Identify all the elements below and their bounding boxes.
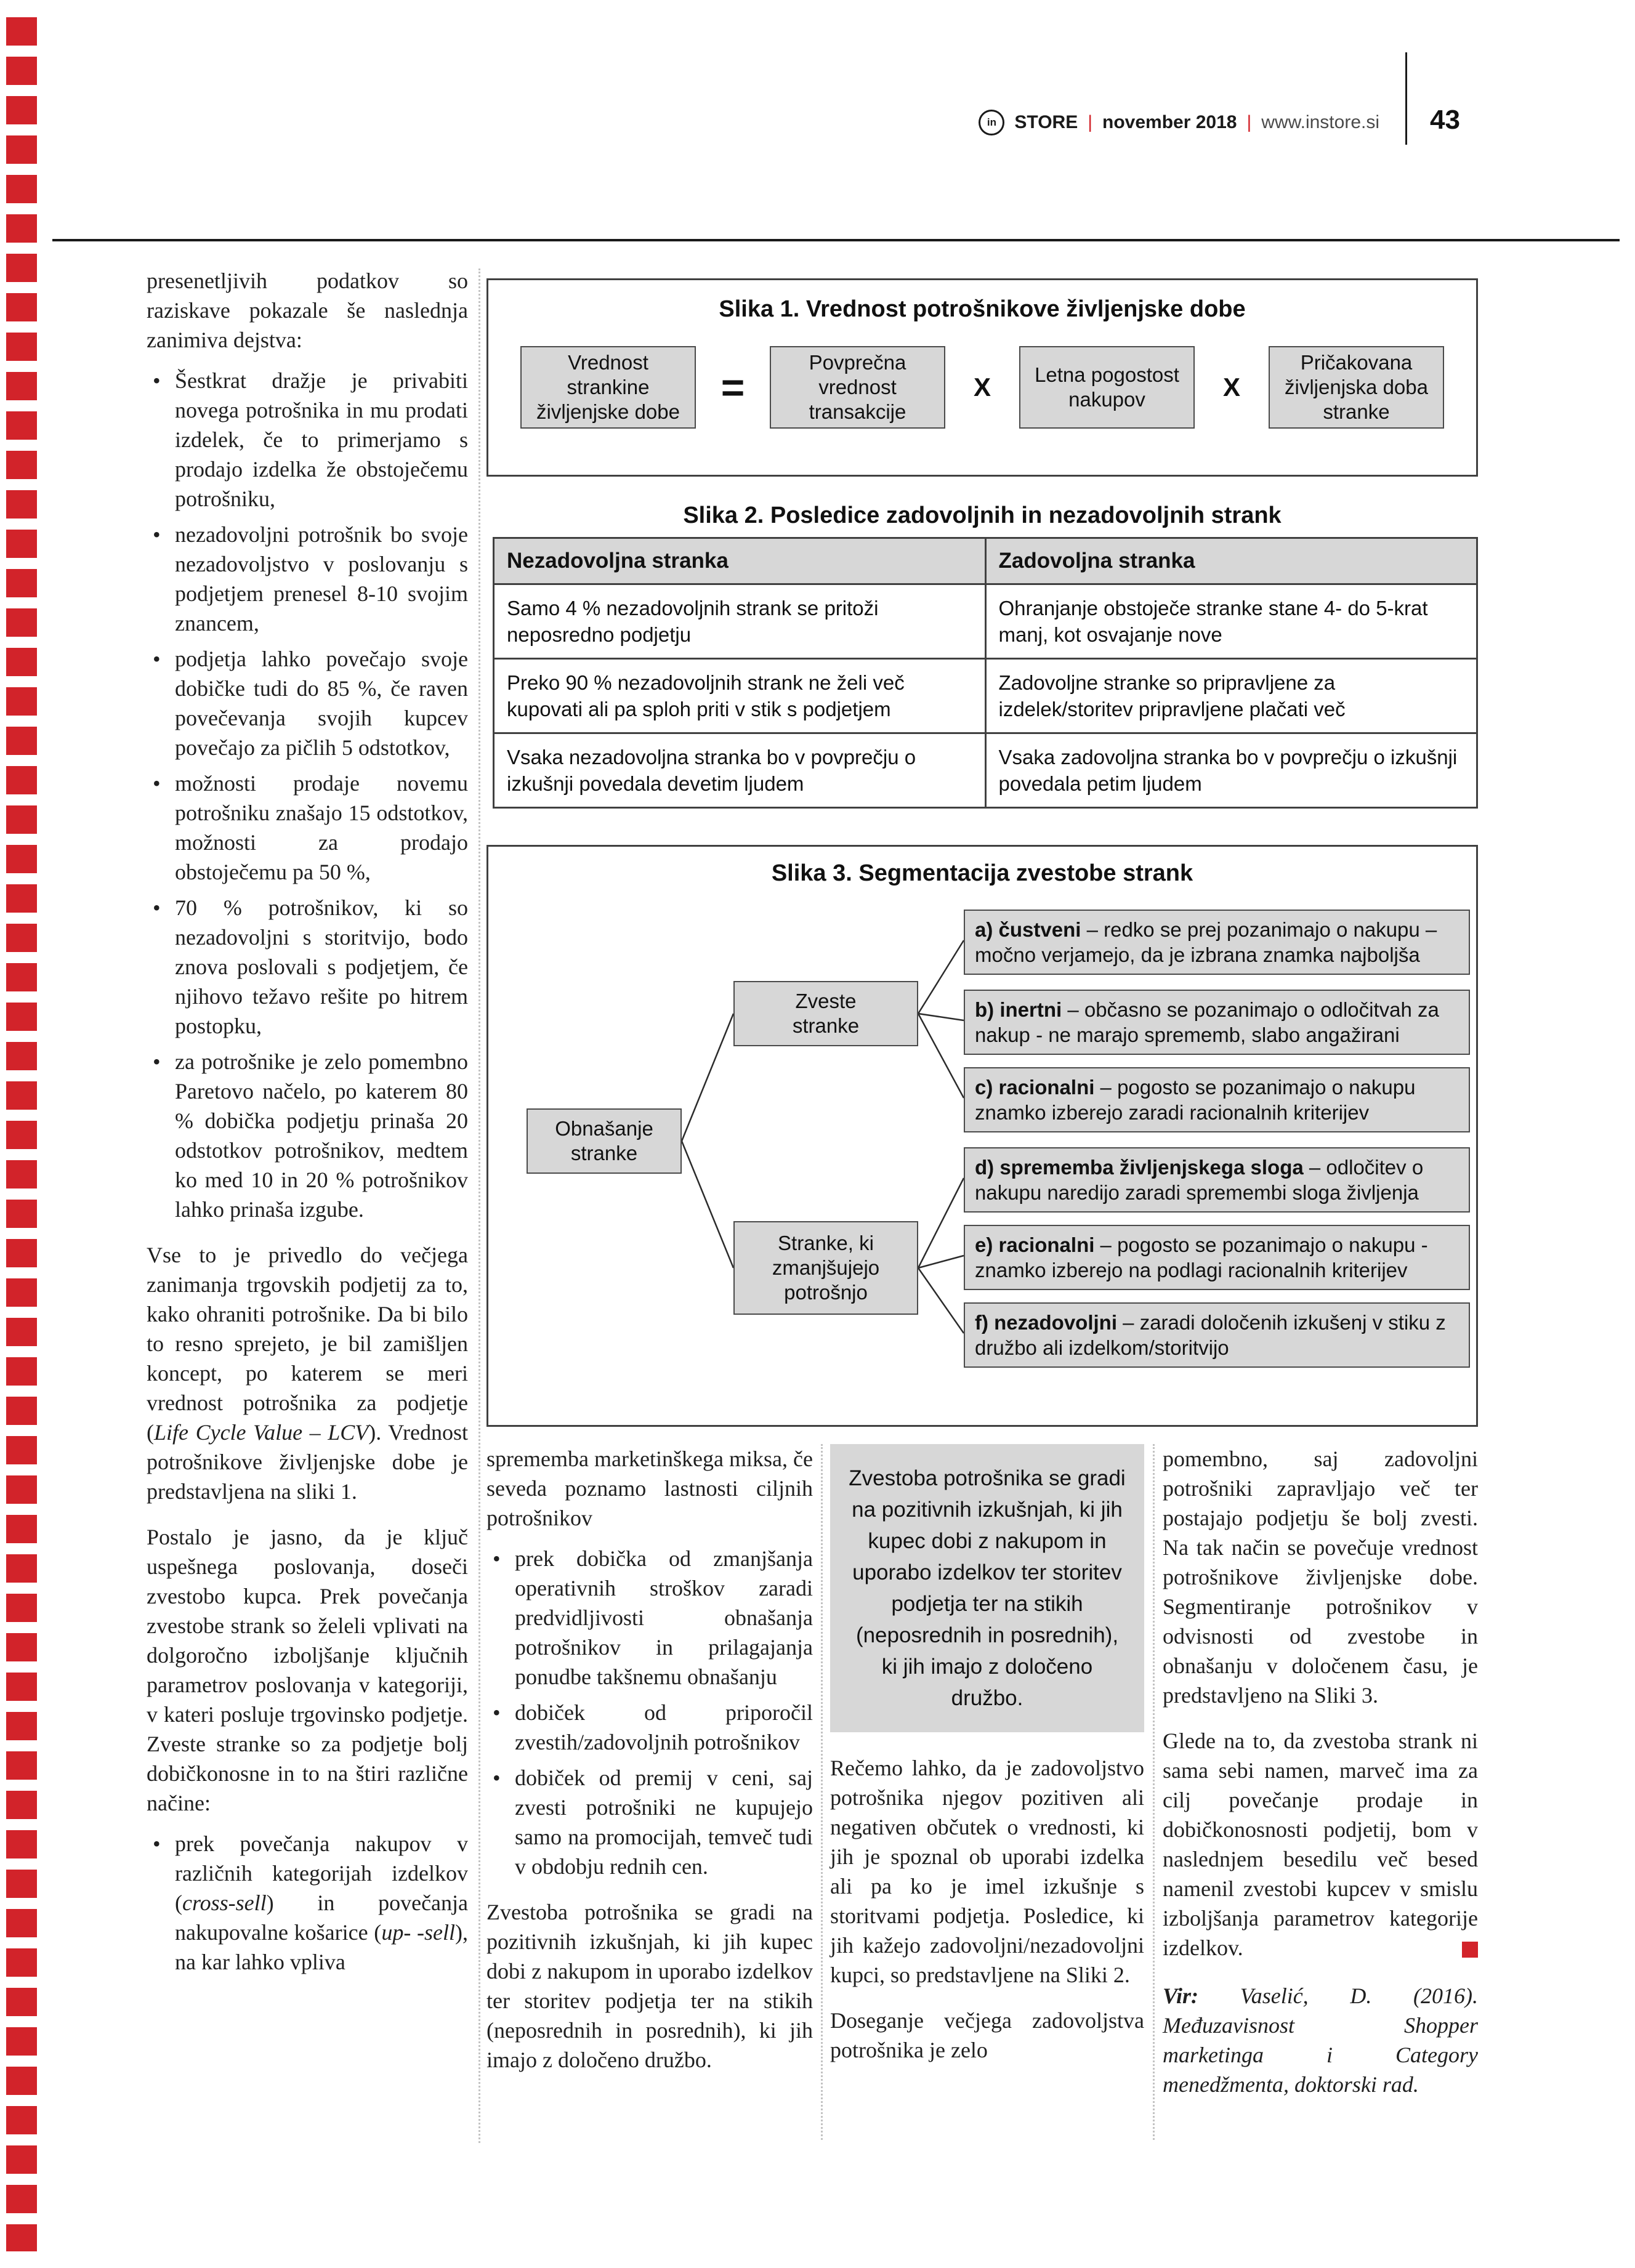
satisfaction-paragraph: Rečemo lahko, da je zadovoljstvo potrošnika njegov pozitiven ali negativen občutek o vrednosti, ki jih je spoznal ob uporabi izdelka ali pa ko je imel izkušnje s storitvami podjetja. Posledice, ki jih kažejo zadovoljni/nezadovoljni kupci, so predstavljene na Sliki 2. — [830, 1756, 1144, 1987]
table-header-unsatisfied: Nezadovoljna stranka — [494, 538, 986, 584]
segment-box-unsatisfied — [964, 1302, 1470, 1368]
decreasing-customers-box: Stranke, ki zmanjšujejo potrošnjo — [733, 1221, 918, 1315]
column-separator — [1153, 1444, 1155, 2140]
bullet-item: • možnosti prodaje novemu potrošniku znašajo 15 odstotkov, možnosti za prodajo obstoječemu pa 50 %, — [147, 769, 468, 887]
segment-label: b) inertni — [975, 998, 1062, 1021]
multiply-operator: X — [973, 373, 991, 402]
table-cell: Ohranjanje obstoječe stranke stane 4- do 5-krat manj, kot osvajanje nove — [985, 584, 1477, 659]
header-separator: | — [1246, 112, 1252, 132]
source-label: Vir: — [1163, 1983, 1199, 2008]
cross-sell-term: cross-sell — [182, 1891, 267, 1915]
article-end-mark-icon — [1462, 1942, 1478, 1958]
segment-label: f) nezadovoljni — [975, 1311, 1117, 1334]
segment-box-emotional — [964, 910, 1470, 975]
segment-text: – odločitev o nakupu naredijo zaradi spremembi sloga življenja — [975, 1156, 1424, 1204]
paragraph-text: prek povečanja nakupov v različnih kategorijah izdelkov ( — [175, 1831, 468, 1915]
figure-3-title: Slika 3. Segmentacija zvestobe strank — [771, 860, 1193, 886]
loyal-customers-box: Zveste stranke — [733, 981, 918, 1046]
paragraph-text: ). Vrednost potrošnikove življenjske dobe je predstavljena na sliki 1. — [147, 1420, 468, 1504]
paragraph-text: ), na kar lahko vpliva — [175, 1920, 468, 1974]
lcv-paragraph — [147, 1240, 468, 1506]
source-citation — [1163, 1981, 1478, 2099]
top-rule — [52, 239, 1620, 241]
bullet-item — [147, 1829, 468, 1977]
table-header-satisfied: Zadovoljna stranka — [985, 538, 1477, 584]
bottom-column-a — [486, 1444, 813, 2086]
bullet-item: • dobiček od priporočil zvestih/zadovoljnih potrošnikov — [486, 1698, 813, 1757]
facts-bullet-list — [147, 366, 468, 1224]
segment-label: a) čustveni — [975, 918, 1081, 941]
segment-label: c) racionalni — [975, 1076, 1095, 1099]
bullet-item: • za potrošnike je zelo pomembno Paretovo načelo, po katerem 80 % dobička podjetju prinaša 20 odstotkov potrošnikov, medtem ko med 10 in 20 % potrošnikov lahko prinaša izgube. — [147, 1047, 468, 1224]
formula-box-annual-purchase-frequency: Letna pogostost nakupov — [1019, 346, 1195, 429]
table-row — [494, 733, 1477, 808]
page-number: 43 — [1430, 105, 1460, 135]
figure-3 — [486, 845, 1478, 1427]
segment-text: – redko se prej pozanimajo o nakupu – močno verjamejo, da je izbrana znamka najboljša — [975, 918, 1437, 966]
segment-label: e) racionalni — [975, 1233, 1095, 1256]
segment-text: – pogosto se pozanimajo o nakupu znamko izberejo zaradi racionalnih kriterijev — [975, 1076, 1416, 1124]
formula-box-expected-lifetime: Pričakovana življenjska doba stranke — [1269, 346, 1444, 429]
bullet-item: • prek dobička od zmanjšanja operativnih stroškov zaradi predvidljivosti obnašanja potrošnikov in prilagajanja ponudbe takšnemu obnašanju — [486, 1544, 813, 1692]
left-column — [147, 266, 468, 1983]
up-sell-term: up- -sell — [381, 1920, 455, 1945]
bullet-item: • 70 % potrošnikov, ki so nezadovoljni s storitvijo, bodo znova poslovali s podjetjem, če njihovo težavo rešite po hitrem postopku, — [147, 893, 468, 1041]
table-header-row — [494, 538, 1477, 584]
multiply-operator: X — [1222, 373, 1240, 402]
pull-quote: Zvestoba potrošnika se gradi na pozitivnih izkušnjah, ki jih kupec dobi z nakupom in uporabo izdelkov ter storitev podjetja ter na stikih (neposrednih in posrednih), ki jih imajo z določeno družbo. — [830, 1444, 1144, 1732]
figure-1-formula — [488, 346, 1476, 429]
table-row — [494, 659, 1477, 733]
continuation-paragraph: sprememba marketinškega miksa, če seveda poznamo lastnosti ciljnih potrošnikov — [486, 1447, 813, 1530]
equals-operator: = — [721, 365, 745, 410]
issue-date: november 2018 — [1102, 112, 1237, 132]
bottom-column-b — [830, 1444, 1144, 2076]
source-text: Vaselić, D. (2016). Međuzavisnost Shopper marketinga i Category menedžmenta, doktorski rad. — [1163, 1983, 1478, 2097]
closing-paragraph — [1163, 1726, 1478, 1963]
behavior-root-box: Obnašanje stranke — [527, 1108, 682, 1174]
segment-label: d) sprememba življenjskega sloga — [975, 1156, 1304, 1179]
consequences-table — [493, 537, 1478, 809]
segment-text: – občasno se pozanimajo o odločitvah za nakup - ne marajo sprememb, slabo angažirani — [975, 998, 1439, 1046]
instore-logo-icon: in — [979, 110, 1004, 135]
bullet-item: • nezadovoljni potrošnik bo svoje nezadovoljstvo v poslovanju s podjetjem prenesel 8-10 svojim znancem, — [147, 520, 468, 638]
formula-box-customer-lifetime-value: Vrednost strankine življenjske dobe — [520, 346, 696, 429]
column-separator — [478, 268, 480, 2143]
table-cell: Samo 4 % nezadovoljnih strank se pritoži neposredno podjetju — [494, 584, 986, 659]
importance-paragraph: pomembno, saj zadovoljni potrošniki zapravljajo več ter postajajo podjetju še bolj zvesti. Na tak način se povečuje vrednost potrošnikove življenjske dobe. Segmentiranje potrošnikov v odvisnosti od zvestobe in obnašanju v določenem času, je predstavljeno na Sliki 3. — [1163, 1447, 1478, 1708]
paragraph-text: Glede na to, da zvestoba strank ni sama sebi namen, marveč ima za cilj povečanje prodaje in dobičkonosnosti podjetij, bom v naslednjem besedilu več besed namenil zvestobi kupcev v smislu izboljšanja parametrov kategorije izdelkov. — [1163, 1729, 1478, 1960]
header-divider — [1405, 52, 1407, 145]
table-cell: Vsaka zadovoljna stranka bo v povprečju o izkušnji povedala petim ljudem — [985, 733, 1477, 808]
loyalty-built-paragraph: Zvestoba potrošnika se gradi na pozitivnih izkušnjah, ki jih kupec dobi z nakupom in uporabo izdelkov ter storitev podjetja ter na stikih (neposrednih in posrednih), ki jih imajo z določeno družbo. — [486, 1900, 813, 2072]
achieving-paragraph: Doseganje večjega zadovoljstva potrošnika je zelo — [830, 2008, 1144, 2062]
column-separator — [821, 1444, 823, 2140]
table-cell: Zadovoljne stranke so pripravljene za izdelek/storitev pripravljene plačati več — [985, 659, 1477, 733]
segment-text: – zaradi določenih izkušenj v stiku z družbo ali izdelkom/storitvijo — [975, 1311, 1446, 1359]
bullet-item: • dobiček od premij v ceni, saj zvesti potrošniki ne kupujejo samo na promocijah, temveč tudi v obdobju rednih cen. — [486, 1763, 813, 1881]
loyalty-paragraph: Postalo je jasno, da je ključ uspešnega poslovanja, doseči zvestobo kupca. Prek povečanja zvestobe strank so želeli vplivati na dolgoročno izboljšanje ključnih parametrov poslovanja v kategoriji, v kateri posluje trgovinsko podjetje. Zveste stranke so za podjetje bolj dobičkonosne in to na štiri različne načine: — [147, 1525, 468, 1815]
segment-box-lifestyle-change — [964, 1147, 1470, 1213]
segment-text: – pogosto se pozanimajo o nakupu - znamko izberejo na podlagi racionalnih kriterijev — [975, 1233, 1428, 1281]
figure-2-title: Slika 2. Posledice zadovoljnih in nezadovoljnih strank — [683, 502, 1282, 528]
magazine-header — [739, 110, 1379, 135]
lcv-term: Life Cycle Value – LCV — [154, 1420, 369, 1445]
intro-paragraph: presenetljivih podatkov so raziskave pokazale še naslednja zanimiva dejstva: — [147, 268, 468, 352]
segment-box-rational — [964, 1067, 1470, 1132]
figure-1 — [486, 278, 1478, 477]
table-row — [494, 584, 1477, 659]
bullet-item: • Šestkrat dražje je privabiti novega potrošnika in mu prodati izdelek, če to primerjamo s prodajo izdelka že obstoječemu potrošniku, — [147, 366, 468, 514]
formula-box-average-transaction-value: Povprečna vrednost transakcije — [770, 346, 945, 429]
header-separator: | — [1088, 112, 1093, 132]
figure-1-title: Slika 1. Vrednost potrošnikove življenjske dobe — [719, 296, 1246, 322]
table-cell: Vsaka nezadovoljna stranka bo v povprečju o izkušnji povedala devetim ljudem — [494, 733, 986, 808]
segment-box-rational-2 — [964, 1225, 1470, 1290]
segment-box-inert — [964, 990, 1470, 1055]
paragraph-text: Vse to je privedlo do večjega zanimanja trgovskih podjetij za to, kako ohraniti potrošnike. Da bi bilo to resno sprejeto, je bil zamišljen koncept, po katerem se meri vrednost potrošnika za podjetje ( — [147, 1243, 468, 1445]
bottom-column-c — [1163, 1444, 1478, 2121]
table-cell: Preko 90 % nezadovoljnih strank ne želi več kupovati ali pa sploh priti v stik s podjetjem — [494, 659, 986, 733]
red-accent-strip — [6, 17, 37, 2251]
website-url: www.instore.si — [1261, 112, 1379, 132]
brand-name: STORE — [1014, 112, 1078, 132]
bullet-item: • podjetja lahko povečajo svoje dobičke tudi do 85 %, če raven povečevanja svojih kupcev povečajo za pičlih 5 odstotkov, — [147, 644, 468, 762]
paragraph-text: ) in povečanja nakupovalne košarice ( — [175, 1891, 468, 1945]
